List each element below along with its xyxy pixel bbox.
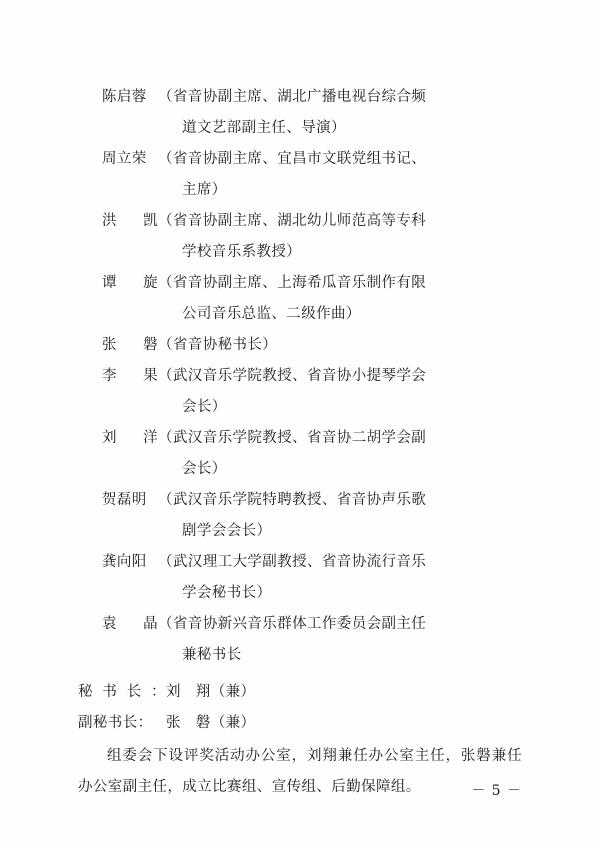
list-item	[78, 547, 522, 609]
member-detail: （武汉音乐学院特聘教授、省音协声乐歌 剧学会会长）	[158, 492, 427, 539]
list-item	[78, 144, 522, 206]
member-detail: （省音协秘书长）	[158, 337, 278, 353]
officer-row	[78, 677, 522, 708]
list-item	[78, 330, 522, 361]
member-name: 刘 洋	[102, 430, 158, 446]
member-name: 李 果	[102, 368, 158, 384]
closing-paragraph: 组委会下设评奖活动办公室，刘翔兼任办公室主任，张磐兼任办公室副主任，成立比赛组、宣传组、后勤保障组。	[78, 748, 522, 795]
list-item	[78, 423, 522, 485]
member-name: 洪 凯	[102, 213, 158, 229]
member-detail: （武汉音乐学院教授、省音协二胡学会副 会长）	[158, 430, 427, 477]
member-detail: （武汉理工大学副教授、省音协流行音乐 学会秘书长）	[158, 554, 427, 601]
officer-label: 秘书长：	[78, 684, 166, 700]
officer-value: 刘 翔（兼）	[166, 684, 256, 700]
member-detail: （省音协新兴音乐群体工作委员会副主任 兼秘书长	[158, 616, 427, 663]
officer-row	[78, 708, 522, 739]
member-name: 贺磊明	[102, 492, 147, 508]
officer-value: 张 磐（兼）	[166, 715, 256, 731]
member-name: 龚向阳	[102, 554, 147, 570]
officers-list	[78, 677, 522, 739]
officer-label: 副秘书长：	[78, 715, 153, 731]
member-name: 谭 旋	[102, 275, 158, 291]
list-item	[78, 82, 522, 144]
member-name: 陈启蓉	[102, 89, 147, 105]
member-detail: （省音协副主席、宜昌市文联党组书记、 主席）	[158, 151, 427, 198]
list-item	[78, 268, 522, 330]
list-item	[78, 206, 522, 268]
list-item	[78, 361, 522, 423]
list-item	[78, 485, 522, 547]
member-name: 周立荣	[102, 151, 147, 167]
page-number: － 5 －	[471, 783, 522, 799]
member-detail: （省音协副主席、湖北幼儿师范高等专科 学校音乐系教授）	[158, 213, 427, 260]
document-body	[78, 82, 522, 803]
list-item	[78, 609, 522, 671]
member-detail: （省音协副主席、上海希瓜音乐制作有限 公司音乐总监、二级作曲）	[158, 275, 427, 322]
member-detail: （省音协副主席、湖北广播电视台综合频 道文艺部副主任、导演）	[158, 89, 427, 136]
member-detail: （武汉音乐学院教授、省音协小提琴学会 会长）	[158, 368, 427, 415]
member-name: 袁 晶	[102, 616, 158, 632]
member-name: 张 磐	[102, 337, 158, 353]
